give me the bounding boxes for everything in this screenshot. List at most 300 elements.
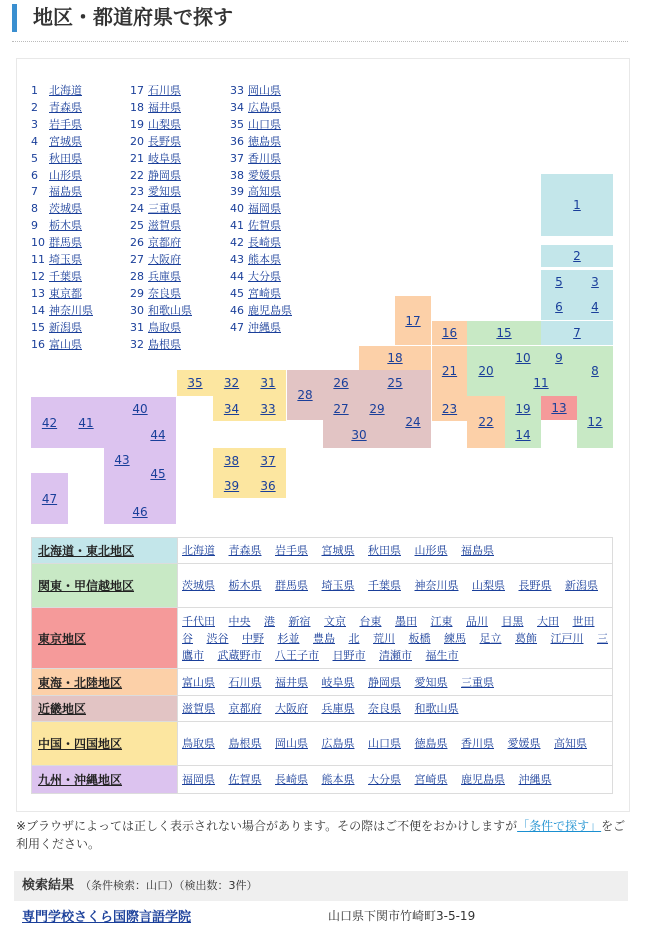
map-cell-20[interactable]: 20 bbox=[467, 346, 505, 396]
map-cell-31[interactable]: 31 bbox=[250, 370, 286, 396]
pref-list-item[interactable] bbox=[230, 168, 281, 184]
pref-list-item[interactable] bbox=[130, 201, 181, 217]
pref-link[interactable] bbox=[130, 321, 181, 334]
map-cell-11[interactable]: 11 bbox=[505, 370, 577, 396]
pref-list-item[interactable] bbox=[31, 252, 82, 268]
region-row bbox=[32, 608, 613, 669]
map-cell-44[interactable]: 44 bbox=[140, 421, 176, 448]
pref-number: 29 bbox=[130, 286, 144, 300]
region-name-cell bbox=[32, 538, 178, 564]
area-link[interactable]: 長野県 bbox=[518, 579, 552, 592]
pref-name: 鹿児島県 bbox=[248, 303, 292, 317]
pref-name: 島根県 bbox=[148, 337, 181, 351]
area-link[interactable]: 和歌山県 bbox=[414, 702, 459, 715]
pref-list-item[interactable] bbox=[130, 286, 181, 302]
region-links-cell bbox=[178, 766, 613, 794]
pref-link[interactable] bbox=[130, 270, 181, 283]
map-cell-29[interactable]: 29 bbox=[359, 396, 395, 421]
pref-name: 長崎県 bbox=[248, 236, 281, 250]
pref-name: 奈良県 bbox=[148, 286, 181, 300]
pref-link[interactable] bbox=[230, 219, 281, 232]
area-link[interactable]: 愛媛県 bbox=[507, 737, 541, 750]
region-name-link[interactable]: 関東・甲信越地区 bbox=[38, 579, 135, 593]
area-link[interactable]: 埼玉県 bbox=[321, 579, 355, 592]
pref-number: 18 bbox=[130, 100, 144, 114]
area-link[interactable]: 千代田 bbox=[182, 614, 215, 628]
area-link[interactable]: 荒川 bbox=[373, 631, 395, 645]
area-link[interactable]: 岩手県 bbox=[275, 544, 308, 557]
pref-list-item[interactable] bbox=[130, 252, 181, 268]
pref-number: 11 bbox=[31, 253, 45, 266]
pref-link[interactable] bbox=[31, 202, 82, 215]
result-school-link[interactable]: 専門学校さくら国際言語学院 bbox=[22, 910, 192, 925]
pref-link[interactable] bbox=[130, 202, 181, 215]
pref-list-item[interactable] bbox=[130, 235, 181, 251]
area-link[interactable]: 大阪府 bbox=[275, 702, 308, 715]
area-link[interactable]: 広島県 bbox=[321, 737, 355, 750]
area-link[interactable]: 福島県 bbox=[461, 544, 494, 557]
area-link[interactable]: 江戸川 bbox=[550, 631, 584, 645]
pref-name: 愛媛県 bbox=[248, 168, 281, 182]
area-link[interactable]: 沖縄県 bbox=[518, 773, 552, 786]
pref-list-item[interactable] bbox=[230, 218, 281, 234]
pref-list-item[interactable] bbox=[130, 134, 181, 150]
area-link[interactable]: 豊島 bbox=[313, 631, 335, 645]
area-link[interactable]: 神奈川県 bbox=[414, 579, 459, 592]
area-link[interactable]: 福井県 bbox=[275, 675, 308, 689]
pref-name: 新潟県 bbox=[49, 320, 82, 334]
map-cell-40[interactable]: 40 bbox=[104, 397, 176, 421]
map-cell-27[interactable]: 27 bbox=[323, 396, 359, 421]
pref-list-item[interactable] bbox=[230, 320, 281, 336]
pref-list-item[interactable] bbox=[130, 337, 181, 353]
pref-list-item[interactable] bbox=[130, 117, 181, 133]
pref-list-item[interactable] bbox=[130, 320, 181, 336]
area-link[interactable]: 新潟県 bbox=[565, 579, 598, 592]
area-link[interactable]: 愛知県 bbox=[414, 675, 448, 689]
pref-number: 25 bbox=[130, 219, 144, 233]
area-link[interactable]: 杉並 bbox=[277, 631, 300, 645]
map-cell-3[interactable]: 3 bbox=[577, 270, 613, 294]
pref-link[interactable] bbox=[230, 135, 281, 148]
region-row bbox=[32, 538, 613, 564]
area-link[interactable]: 熊本県 bbox=[321, 773, 355, 786]
map-cell-37[interactable]: 37 bbox=[250, 448, 286, 473]
pref-number: 32 bbox=[130, 337, 144, 351]
map-cell-21[interactable]: 21 bbox=[432, 346, 467, 396]
pref-number: 19 bbox=[130, 117, 144, 131]
pref-link[interactable] bbox=[230, 185, 281, 198]
pref-list-item[interactable] bbox=[31, 303, 93, 319]
pref-link[interactable] bbox=[31, 84, 82, 97]
pref-number: 6 bbox=[31, 168, 38, 182]
pref-list-item[interactable] bbox=[230, 286, 281, 302]
pref-list-item[interactable] bbox=[31, 83, 82, 99]
map-cell-24[interactable]: 24 bbox=[395, 396, 431, 448]
area-link[interactable]: 江東 bbox=[430, 614, 453, 628]
pref-list-item[interactable] bbox=[31, 201, 82, 217]
pref-link[interactable] bbox=[31, 338, 82, 351]
map-cell-17[interactable]: 17 bbox=[395, 296, 431, 345]
pref-list-item[interactable] bbox=[31, 184, 82, 200]
map-cell-41[interactable]: 41 bbox=[68, 397, 104, 448]
pref-link[interactable] bbox=[31, 135, 82, 148]
note-text: ※ブラウザによっては正しく表示されない場合があります。その際はご不便をおかけしますが bbox=[16, 819, 518, 833]
pref-name: 三重県 bbox=[148, 202, 181, 216]
region-table bbox=[31, 537, 613, 794]
pref-link[interactable] bbox=[230, 304, 292, 317]
pref-name: 岡山県 bbox=[248, 84, 281, 97]
region-name-link[interactable]: 東海・北陸地区 bbox=[38, 675, 123, 690]
area-link[interactable]: 秋田県 bbox=[368, 544, 401, 557]
pref-list-item[interactable] bbox=[130, 184, 181, 200]
pref-name: 山口県 bbox=[248, 117, 281, 131]
pref-number: 35 bbox=[230, 117, 244, 131]
region-name-link[interactable]: 近畿地区 bbox=[38, 702, 87, 716]
pref-list-item[interactable] bbox=[230, 134, 281, 150]
pref-link[interactable] bbox=[130, 169, 181, 182]
area-link[interactable]: 墨田 bbox=[395, 614, 417, 628]
pref-name: 福井県 bbox=[148, 100, 181, 114]
area-link[interactable]: 岐阜県 bbox=[321, 675, 355, 689]
pref-list-item[interactable] bbox=[31, 286, 82, 302]
region-row bbox=[32, 766, 613, 794]
region-links-cell bbox=[178, 538, 613, 564]
pref-list-item[interactable] bbox=[230, 184, 281, 200]
area-link[interactable]: 目黒 bbox=[501, 614, 524, 628]
map-cell-35[interactable]: 35 bbox=[177, 370, 213, 396]
pref-number: 27 bbox=[130, 253, 144, 266]
pref-number: 1 bbox=[31, 84, 38, 97]
pref-list-item[interactable] bbox=[230, 303, 292, 319]
map-cell-14[interactable]: 14 bbox=[505, 421, 541, 448]
region-links-cell bbox=[178, 564, 613, 608]
region-row bbox=[32, 564, 613, 608]
pref-link[interactable] bbox=[31, 287, 82, 300]
pref-link[interactable] bbox=[230, 253, 281, 266]
pref-name: 宮崎県 bbox=[248, 286, 281, 300]
map-cell-47[interactable]: 47 bbox=[31, 473, 68, 524]
pref-list-item[interactable] bbox=[31, 168, 82, 184]
map-cell-42[interactable]: 42 bbox=[31, 397, 68, 448]
pref-link[interactable] bbox=[130, 152, 181, 165]
pref-name: 京都府 bbox=[148, 236, 181, 250]
area-link[interactable]: 千葉県 bbox=[368, 579, 401, 592]
area-link[interactable]: 静岡県 bbox=[368, 675, 401, 689]
map-cell-19[interactable]: 19 bbox=[505, 396, 541, 421]
area-link[interactable]: 大田 bbox=[537, 614, 559, 628]
pref-list-item[interactable] bbox=[230, 117, 281, 133]
map-cell-13[interactable]: 13 bbox=[541, 396, 577, 420]
map-cell-36[interactable]: 36 bbox=[250, 473, 286, 498]
map-cell-16[interactable]: 16 bbox=[432, 321, 467, 345]
pref-link[interactable] bbox=[230, 118, 281, 131]
pref-link[interactable] bbox=[230, 202, 281, 215]
pref-number: 9 bbox=[31, 219, 38, 233]
pref-list-item[interactable] bbox=[31, 151, 82, 167]
pref-number: 30 bbox=[130, 303, 144, 317]
area-link[interactable]: 武蔵野市 bbox=[217, 648, 262, 662]
pref-link[interactable] bbox=[31, 253, 82, 266]
region-name-cell bbox=[32, 766, 178, 794]
pref-link[interactable] bbox=[31, 101, 82, 114]
pref-number: 21 bbox=[130, 151, 144, 165]
pref-link[interactable] bbox=[130, 219, 181, 232]
map-cell-1[interactable]: 1 bbox=[541, 174, 613, 236]
pref-link[interactable] bbox=[31, 236, 82, 249]
area-link[interactable]: 大分県 bbox=[368, 773, 401, 786]
area-link[interactable]: 台東 bbox=[359, 614, 382, 628]
pref-name: 宮城県 bbox=[49, 134, 82, 148]
search-by-condition-link[interactable]: 「条件で探す」 bbox=[517, 819, 602, 833]
map-cell-6[interactable]: 6 bbox=[541, 294, 577, 320]
pref-name: 秋田県 bbox=[49, 151, 82, 165]
pref-link[interactable] bbox=[130, 287, 181, 300]
area-link[interactable]: 三重県 bbox=[461, 675, 494, 689]
map-cell-28[interactable]: 28 bbox=[287, 370, 323, 420]
pref-name: 香川県 bbox=[248, 151, 281, 165]
area-link[interactable]: 板橋 bbox=[408, 631, 431, 645]
region-name-link[interactable]: 東京地区 bbox=[38, 631, 87, 646]
region-row bbox=[32, 669, 613, 696]
pref-number: 44 bbox=[230, 269, 244, 283]
map-cell-2[interactable]: 2 bbox=[541, 245, 613, 267]
pref-list-item[interactable] bbox=[31, 235, 82, 251]
pref-number: 15 bbox=[31, 320, 45, 334]
pref-number: 41 bbox=[230, 219, 244, 233]
pref-name: 北海道 bbox=[49, 84, 82, 97]
pref-number: 40 bbox=[230, 202, 244, 216]
pref-link[interactable] bbox=[130, 236, 181, 249]
pref-list-item[interactable] bbox=[31, 117, 82, 133]
pref-list-item[interactable] bbox=[31, 269, 82, 285]
pref-link[interactable] bbox=[230, 152, 281, 165]
area-link[interactable]: 奈良県 bbox=[368, 702, 401, 715]
pref-number: 36 bbox=[230, 134, 244, 148]
area-link[interactable]: 練馬 bbox=[444, 631, 466, 645]
pref-list-item[interactable] bbox=[230, 151, 281, 167]
pref-list-item[interactable] bbox=[31, 100, 82, 116]
pref-name: 高知県 bbox=[248, 185, 281, 199]
map-cell-34[interactable]: 34 bbox=[213, 396, 250, 421]
area-link[interactable]: 徳島県 bbox=[414, 737, 448, 750]
area-link[interactable]: 福生市 bbox=[425, 648, 459, 662]
area-link[interactable]: 兵庫県 bbox=[321, 702, 355, 715]
pref-link[interactable] bbox=[31, 118, 82, 131]
area-link[interactable]: 渋谷 bbox=[206, 631, 229, 645]
map-cell-23[interactable]: 23 bbox=[432, 396, 467, 421]
pref-list-item[interactable] bbox=[230, 100, 281, 116]
pref-link[interactable] bbox=[130, 185, 181, 198]
pref-link[interactable] bbox=[230, 236, 281, 249]
area-link[interactable]: 品川 bbox=[466, 614, 488, 628]
area-link[interactable]: 港 bbox=[264, 614, 275, 628]
area-link[interactable]: 宮崎県 bbox=[414, 773, 448, 786]
map-cell-7[interactable]: 7 bbox=[541, 321, 613, 345]
map-cell-15[interactable]: 15 bbox=[467, 321, 541, 345]
area-link[interactable]: 日野市 bbox=[332, 648, 366, 662]
region-links-cell bbox=[178, 608, 613, 669]
pref-link[interactable] bbox=[230, 101, 281, 114]
pref-list-item[interactable] bbox=[230, 83, 281, 99]
pref-number: 26 bbox=[130, 236, 144, 250]
pref-list-item[interactable] bbox=[130, 303, 192, 319]
pref-list-item[interactable] bbox=[31, 320, 82, 336]
pref-link[interactable] bbox=[130, 101, 181, 114]
pref-link[interactable] bbox=[31, 304, 93, 317]
map-cell-46[interactable]: 46 bbox=[104, 499, 176, 524]
area-link[interactable]: 栃木県 bbox=[228, 579, 262, 592]
pref-link[interactable] bbox=[130, 84, 181, 97]
area-link[interactable]: 石川県 bbox=[228, 675, 262, 689]
pref-name: 佐賀県 bbox=[248, 219, 281, 233]
pref-link[interactable] bbox=[230, 321, 281, 334]
area-link[interactable]: 中央 bbox=[228, 614, 251, 628]
area-link[interactable]: 滋賀県 bbox=[182, 702, 215, 715]
map-cell-22[interactable]: 22 bbox=[467, 396, 505, 448]
pref-list-item[interactable] bbox=[230, 252, 281, 268]
area-link[interactable]: 清瀬市 bbox=[379, 648, 412, 662]
area-link[interactable]: 中野 bbox=[242, 631, 264, 645]
pref-link[interactable] bbox=[230, 287, 281, 300]
region-name-link[interactable]: 中国・四国地区 bbox=[38, 737, 123, 751]
pref-name: 栃木県 bbox=[49, 219, 82, 233]
map-cell-5[interactable]: 5 bbox=[541, 270, 577, 294]
pref-link[interactable] bbox=[230, 84, 281, 97]
pref-link[interactable] bbox=[130, 253, 181, 266]
page-title-text: 地区・都道府県で探す bbox=[33, 5, 233, 29]
area-link[interactable]: 北 bbox=[348, 631, 360, 645]
area-link[interactable]: 富山県 bbox=[182, 675, 215, 689]
map-cell-25[interactable]: 25 bbox=[359, 370, 431, 396]
pref-list-item[interactable] bbox=[130, 151, 181, 167]
pref-link[interactable] bbox=[130, 338, 181, 351]
pref-link[interactable] bbox=[31, 270, 82, 283]
area-link[interactable]: 島根県 bbox=[228, 737, 262, 750]
map-cell-12[interactable]: 12 bbox=[577, 396, 613, 448]
map-cell-10[interactable]: 10 bbox=[505, 346, 541, 370]
map-cell-9[interactable]: 9 bbox=[541, 346, 577, 370]
region-name-cell bbox=[32, 696, 178, 722]
pref-number: 24 bbox=[130, 202, 144, 216]
pref-number: 2 bbox=[31, 100, 38, 114]
area-link[interactable]: 新宿 bbox=[288, 614, 311, 628]
map-cell-32[interactable]: 32 bbox=[213, 370, 250, 396]
pref-name: 群馬県 bbox=[49, 236, 82, 250]
region-row bbox=[32, 722, 613, 766]
area-link[interactable]: 香川県 bbox=[461, 737, 494, 750]
pref-list-item[interactable] bbox=[130, 100, 181, 116]
region-name-link[interactable]: 九州・沖縄地区 bbox=[38, 773, 123, 787]
area-link[interactable]: 群馬県 bbox=[275, 579, 308, 592]
area-link[interactable]: 青森県 bbox=[228, 544, 262, 557]
region-name-cell bbox=[32, 564, 178, 608]
map-cell-18[interactable]: 18 bbox=[359, 346, 431, 370]
area-link[interactable]: 足立 bbox=[479, 631, 502, 645]
note-suffix: をご利用ください。 bbox=[16, 819, 626, 851]
pref-number: 33 bbox=[230, 84, 244, 97]
area-link[interactable]: 葛飾 bbox=[515, 631, 537, 645]
header-divider bbox=[12, 41, 628, 42]
pref-name: 東京都 bbox=[49, 286, 82, 300]
pref-list-item[interactable] bbox=[130, 83, 181, 99]
pref-number: 34 bbox=[230, 100, 244, 114]
pref-list-item[interactable] bbox=[230, 269, 281, 285]
pref-list-item[interactable] bbox=[130, 218, 181, 234]
pref-link[interactable] bbox=[230, 169, 281, 182]
pref-name: 大分県 bbox=[248, 269, 281, 283]
area-link[interactable]: 長崎県 bbox=[275, 773, 308, 786]
pref-link[interactable] bbox=[130, 118, 181, 131]
pref-name: 兵庫県 bbox=[148, 269, 181, 283]
pref-list-item[interactable] bbox=[230, 201, 281, 217]
results-header bbox=[14, 871, 628, 901]
area-link[interactable]: 山形県 bbox=[414, 544, 448, 557]
area-link[interactable]: 北海道 bbox=[182, 544, 215, 557]
area-link[interactable]: 山梨県 bbox=[472, 579, 505, 592]
map-cell-33[interactable]: 33 bbox=[250, 396, 286, 421]
pref-list-item[interactable] bbox=[31, 218, 82, 234]
map-cell-43[interactable]: 43 bbox=[104, 421, 140, 499]
map-cell-45[interactable]: 45 bbox=[140, 448, 176, 499]
pref-number: 31 bbox=[130, 320, 144, 334]
pref-list-item[interactable] bbox=[130, 269, 181, 285]
pref-list-item[interactable] bbox=[31, 337, 82, 353]
map-cell-39[interactable]: 39 bbox=[213, 473, 250, 498]
pref-number: 3 bbox=[31, 117, 38, 131]
pref-link[interactable] bbox=[31, 219, 82, 232]
map-cell-38[interactable]: 38 bbox=[213, 448, 250, 473]
area-link[interactable]: 八王子市 bbox=[275, 648, 319, 662]
pref-list-item[interactable] bbox=[230, 235, 281, 251]
area-link[interactable]: 鹿児島県 bbox=[461, 773, 505, 786]
pref-link[interactable] bbox=[31, 185, 82, 198]
pref-number: 13 bbox=[31, 286, 45, 300]
pref-number: 47 bbox=[230, 320, 244, 334]
pref-link[interactable] bbox=[31, 321, 82, 334]
area-link[interactable]: 佐賀県 bbox=[228, 773, 262, 786]
area-link[interactable]: 山口県 bbox=[368, 737, 401, 750]
area-link[interactable]: 世田谷 bbox=[182, 614, 595, 645]
pref-name: 石川県 bbox=[148, 84, 181, 97]
pref-link[interactable] bbox=[130, 304, 192, 317]
region-name-link[interactable]: 北海道・東北地区 bbox=[38, 544, 135, 558]
area-link[interactable]: 岡山県 bbox=[275, 737, 308, 750]
map-cell-26[interactable]: 26 bbox=[323, 370, 359, 396]
area-link[interactable]: 三鷹市 bbox=[182, 631, 608, 662]
pref-link[interactable] bbox=[130, 135, 181, 148]
pref-name: 山形県 bbox=[49, 168, 82, 182]
area-link[interactable]: 茨城県 bbox=[182, 579, 215, 592]
pref-link[interactable] bbox=[31, 152, 82, 165]
pref-name: 岩手県 bbox=[49, 117, 82, 131]
area-link[interactable]: 高知県 bbox=[554, 737, 587, 750]
pref-number: 20 bbox=[130, 134, 144, 148]
area-link[interactable]: 京都府 bbox=[228, 702, 262, 715]
map-cell-8[interactable]: 8 bbox=[577, 346, 613, 396]
area-link[interactable]: 宮城県 bbox=[321, 544, 355, 557]
pref-link[interactable] bbox=[230, 270, 281, 283]
area-link[interactable]: 福岡県 bbox=[182, 773, 215, 786]
pref-number: 45 bbox=[230, 286, 244, 300]
map-cell-4[interactable]: 4 bbox=[577, 294, 613, 320]
pref-list-item[interactable] bbox=[130, 168, 181, 184]
map-cell-30[interactable]: 30 bbox=[323, 421, 395, 448]
pref-link[interactable] bbox=[31, 169, 82, 182]
pref-list-item[interactable] bbox=[31, 134, 82, 150]
area-link[interactable]: 文京 bbox=[324, 614, 346, 628]
area-link[interactable]: 鳥取県 bbox=[182, 737, 215, 750]
